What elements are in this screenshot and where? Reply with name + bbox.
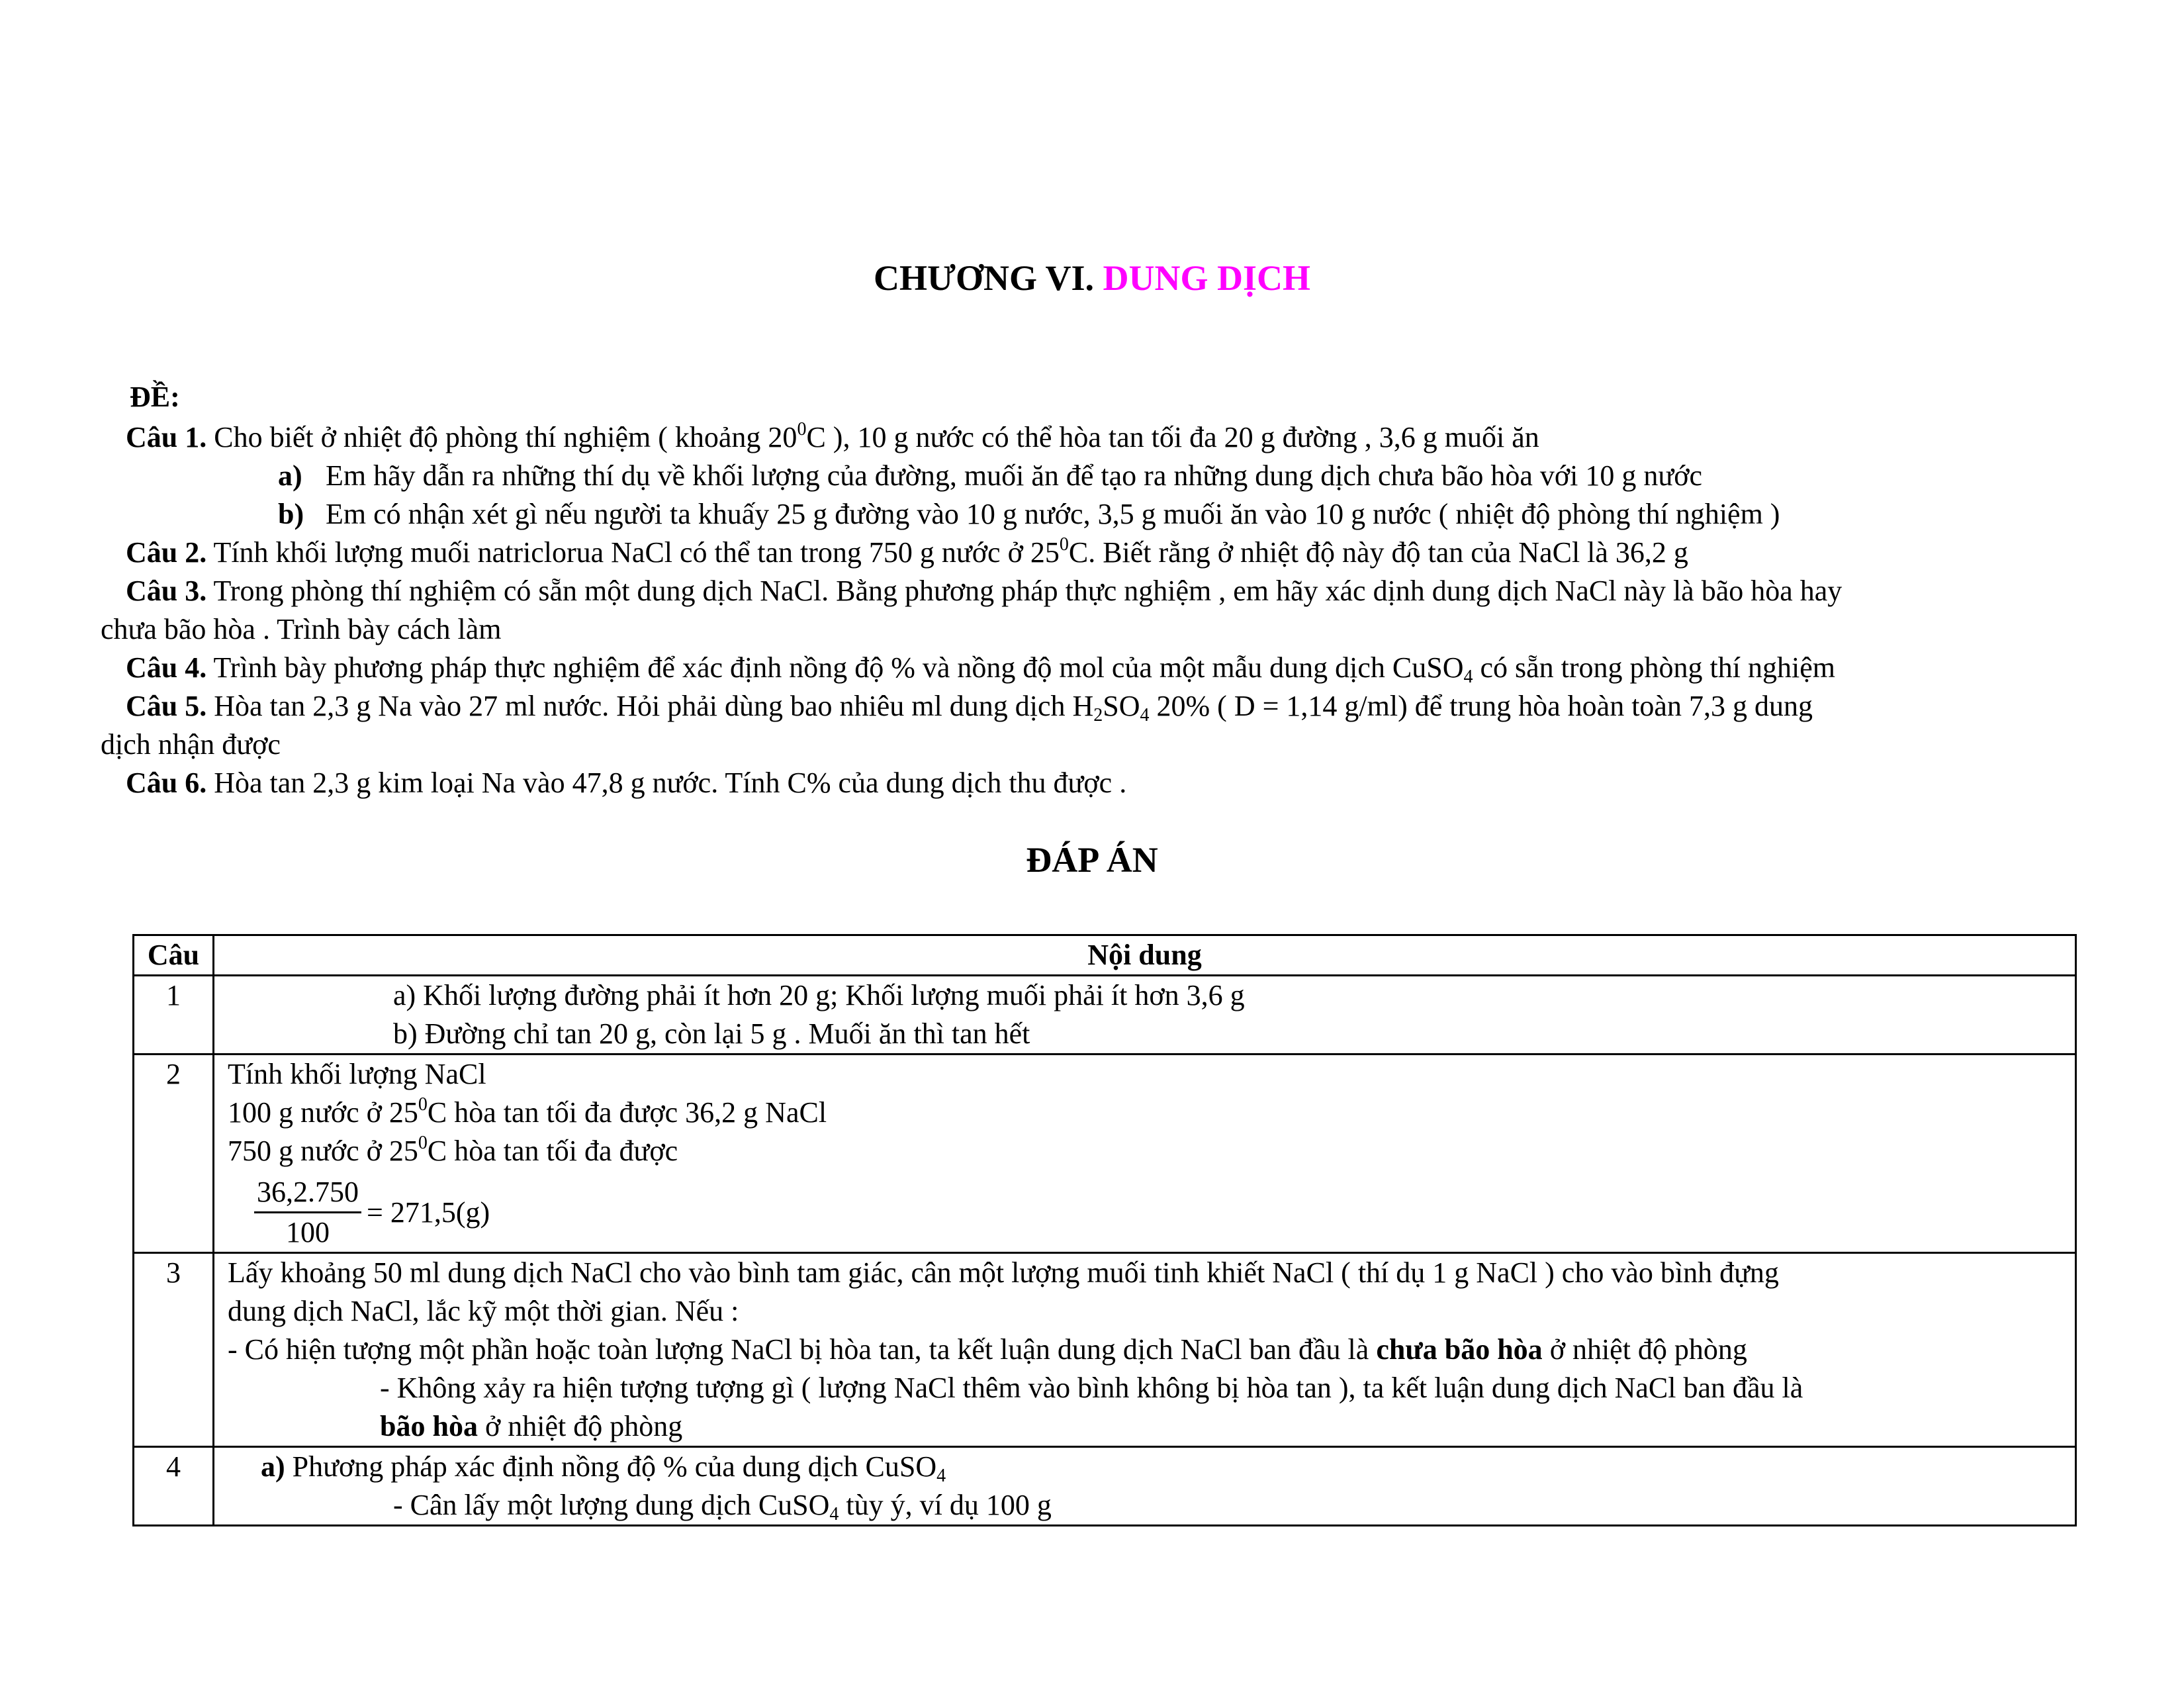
answer-line: 750 g nước ở $25^0C$ hòa tan tối đa được bbox=[228, 1133, 678, 1167]
answer-line: - Cân lấy một lượng dung dịch CuSO$_4$ tùy ý, ví dụ 100 g bbox=[393, 1489, 1052, 1524]
answer-table bbox=[132, 934, 2077, 1526]
answer-line: dung dịch NaCl, lắc kỹ một thời gian. Nếu : bbox=[228, 1295, 739, 1327]
answer-line: - Có hiện tượng một phần hoặc toàn lượng NaCl bị hòa tan, ta kết luận dung dịch NaCl ban đầu là chưa bão hòa ở nhiệt độ phòng bbox=[228, 1333, 1747, 1366]
row-number: 4 bbox=[134, 1447, 214, 1526]
table-row bbox=[134, 1447, 2076, 1526]
table-row bbox=[134, 976, 2076, 1055]
fraction-result: = 271,5(g) bbox=[367, 1196, 490, 1229]
row-number: 2 bbox=[134, 1055, 214, 1253]
answer-cell bbox=[214, 1447, 2076, 1526]
answer-line: Tính khối lượng NaCl bbox=[228, 1058, 486, 1090]
answer-line: Lấy khoảng 50 ml dung dịch NaCl cho vào bình tam giác, cân một lượng muối tinh khiết NaCl ( thí dụ 1 g NaCl ) cho vào bình đựng bbox=[228, 1256, 1779, 1289]
row-number: 1 bbox=[134, 976, 214, 1055]
chapter-title bbox=[0, 257, 2184, 299]
row-number: 3 bbox=[134, 1253, 214, 1447]
question-6: Câu 6. Hòa tan 2,3 g kim loại Na vào 47,8 g nước. Tính C% của dung dịch thu được . bbox=[126, 767, 1127, 799]
table-header-row bbox=[134, 935, 2076, 976]
answer-line: 100 g nước ở $25^0C$ hòa tan tối đa được 36,2 g NaCl bbox=[228, 1094, 827, 1129]
table-row bbox=[134, 1253, 2076, 1447]
question-2: Câu 2. Tính khối lượng muối natriclorua NaCl có thể tan trong 750 g nước ở $25^0C$. Biết rằng ở nhiệt độ này độ tan của NaCl là 36,2 g bbox=[126, 534, 1688, 569]
answer-cell bbox=[214, 1055, 2076, 1253]
question-3: Câu 3. Trong phòng thí nghiệm có sẵn một dung dịch NaCl. Bằng phương pháp thực nghiệm , em hãy xác dịnh dung dịch NaCl này là bão hòa hay bbox=[126, 575, 1843, 607]
question-1a: a) Em hãy dẫn ra những thí dụ về khối lượng của đường, muối ăn để tạo ra những dung dịch chưa bão hòa với 10 g nước bbox=[278, 459, 1703, 492]
exercise-heading: ĐỀ: bbox=[130, 381, 180, 413]
answer-line: b) Đường chỉ tan 20 g, còn lại 5 g . Muối ăn thì tan hết bbox=[393, 1017, 1030, 1050]
question-4: Câu 4. Trình bày phương pháp thực nghiệm để xác định nồng độ % và nồng độ mol của một mẫu dung dịch CuSO$_4$ có sẵn trong phòng thí nghiệm bbox=[126, 651, 1835, 687]
fraction-formula bbox=[228, 1173, 490, 1252]
answer-cell bbox=[214, 1253, 2076, 1447]
question-5-continued: dịch nhận được bbox=[101, 728, 281, 761]
question-3-continued: chưa bão hòa . Trình bày cách làm bbox=[101, 613, 502, 645]
column-header-noi-dung: Nội dung bbox=[214, 935, 2076, 976]
chapter-topic: DUNG DỊCH bbox=[1103, 258, 1311, 298]
answer-heading: ĐÁP ÁN bbox=[1026, 840, 1158, 880]
fraction-numerator: 36,2.750 bbox=[257, 1176, 359, 1208]
question-1b: b) Em có nhận xét gì nếu người ta khuấy 25 g đường vào 10 g nước, 3,5 g muối ăn vào 10 g nước ( nhiệt độ phòng thí nghiệm ) bbox=[278, 498, 1780, 530]
chapter-number: CHƯƠNG VI. bbox=[873, 258, 1103, 298]
answer-line: a) Phương pháp xác định nồng độ % của dung dịch CuSO$_4$ bbox=[261, 1450, 946, 1486]
answer-line: a) Khối lượng đường phải ít hơn 20 g; Khối lượng muối phải ít hơn 3,6 g bbox=[393, 979, 1245, 1011]
answer-cell bbox=[214, 976, 2076, 1055]
column-header-cau: Câu bbox=[134, 935, 214, 976]
table-row bbox=[134, 1055, 2076, 1253]
answer-line: bão hòa ở nhiệt độ phòng bbox=[380, 1410, 683, 1442]
question-5: Câu 5. Hòa tan 2,3 g Na vào 27 ml nước. Hỏi phải dùng bao nhiêu ml dung dịch $H_2SO_4$ 20% ( D = 1,14 g/ml) để trung hòa hoàn toàn 7,3 g dung bbox=[126, 690, 1813, 726]
fraction-denominator: 100 bbox=[254, 1211, 361, 1252]
answer-line: - Không xảy ra hiện tượng tượng gì ( lượng NaCl thêm vào bình không bị hòa tan ), ta kết luận dung dịch NaCl ban đầu là bbox=[380, 1372, 1803, 1404]
question-1: Câu 1. Cho biết ở nhiệt độ phòng thí nghiệm ( khoảng $20^0C$ ), 10 g nước có thể hòa tan tối đa 20 g đường , 3,6 g muối ăn bbox=[126, 419, 1539, 453]
